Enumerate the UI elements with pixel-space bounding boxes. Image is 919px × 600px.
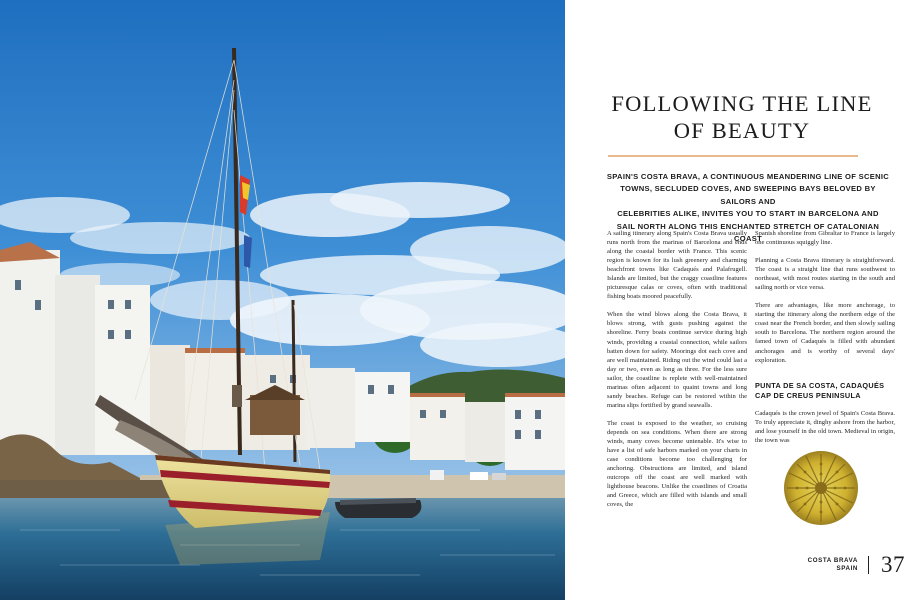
article-page	[565, 0, 919, 600]
body-paragraph: Cadaqués is the crown jewel of Spain's Costa Brava. To truly appreciate it, dinghy ashore from the harbor, and lose yourself in the old town. Medieval in origin, the town was	[755, 409, 895, 444]
body-column-1	[607, 229, 747, 518]
body-paragraph: Planning a Costa Brava itinerary is straightforward. The coast is a straight line that runs southwest to northeast, with most routes starting in the south and sailing north or vice versa.	[755, 257, 895, 292]
section-subhead	[755, 381, 895, 401]
page-footer	[808, 552, 905, 578]
article-title	[565, 90, 919, 144]
sea-urchin-illustration	[781, 448, 861, 528]
body-paragraph: When the wind blows along the Costa Brava, it blows strong, with gusts pushing against the shoreline. Ferry boats continue service during high winds, providing a coastal connection, while sailors batten down for safety. Moorings dot each cove and are well maintained. Riding out the wind could last a day or two, even as long as three. For the less sure sailor, the coastline is replete with well-maintained marinas often adjacent to quaint towns and long sandy beaches. Refuge can be restored within the marina slips fortified by grand seawalls.	[607, 311, 747, 409]
page-number: 37	[881, 552, 905, 577]
footer-section: COSTA BRAVA	[807, 556, 858, 564]
title-line-2: OF BEAUTY	[673, 118, 811, 143]
title-divider	[608, 155, 858, 157]
dek-line-2: TOWNS, SECLUDED COVES, AND SWEEPING BAYS BELOVED BY SAILORS AND	[620, 184, 876, 206]
body-paragraph: The coast is exposed to the weather, so cruising depends on sea conditions. When there are strong winds, many coves become untenable. It's wise to have a list of safe harbors marked on your charts in case conditions become too challenging for anchoring. Obstructions are limited, and island outcrops off the coast are well marked with lighthouse beacons. Unlike the coastlines of Croatia and Greece, which are filled with islands and small coves, the	[607, 419, 747, 509]
dek-line-3: CELEBRITIES ALIKE, INVITES YOU TO START IN BARCELONA AND	[617, 209, 879, 219]
dek-line-1: SPAIN'S COSTA BRAVA, A CONTINUOUS MEANDERING LINE OF SCENIC	[606, 172, 890, 181]
body-paragraph: There are advantages, like more anchorage, to starting the itinerary along the northern edge of the coast near the French border, and then slowly sailing south to Barcelona. The northern region around the famed town of Cadaqués is filled with abundant anchorages and is worthy of several days' exploration.	[755, 302, 895, 364]
body-column-2	[755, 229, 895, 454]
subhead-line-1: PUNTA DE SA COSTA, CADAQUÉS	[755, 380, 885, 390]
dek-line-4: SAIL NORTH ALONG THIS ENCHANTED STRETCH OF CATALONIAN COAST	[616, 221, 880, 244]
body-paragraph: A sailing itinerary along Spain's Costa Brava usually runs north from the marinas of Barcelona and ends along the coastal border with France. This scenic region is known for its lush greenery and charming beachfront towns like Cadaqués and Palafrugell. Islands are limited, but the craggy coastline features picturesque calas or coves, often with traditional fishing boats moored peacefully.	[607, 230, 747, 301]
body-paragraph: Spanish shoreline from Gibraltar to France is largely one continuous squiggly line.	[755, 230, 895, 247]
footer-divider	[868, 556, 869, 574]
footer-country: SPAIN	[836, 565, 858, 572]
subhead-line-2: CAP DE CREUS PENINSULA	[755, 390, 861, 400]
footer-labels	[808, 557, 858, 574]
title-line-1: FOLLOWING THE LINE	[611, 91, 873, 116]
